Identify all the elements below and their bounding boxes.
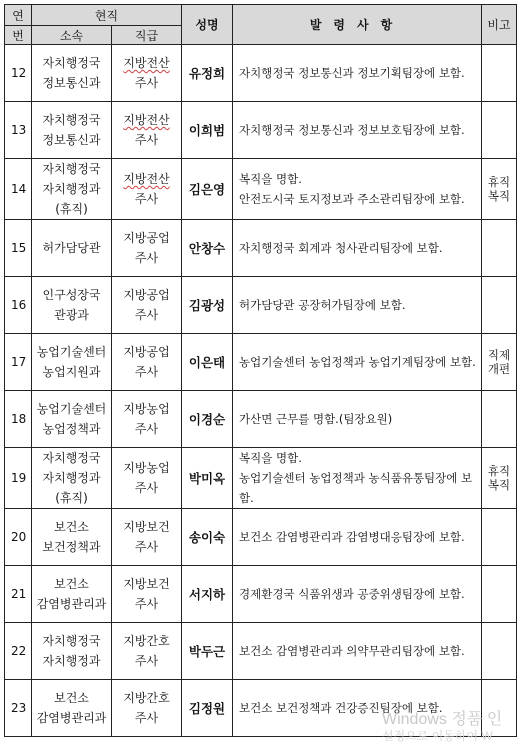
order-cell	[233, 566, 482, 623]
affiliation-cell-line: 자치행정과	[42, 471, 101, 485]
order-cell-line: 농업기술센터 농업정책과 농업기계팀장에 보함.	[239, 355, 476, 369]
affiliation-cell-line: 감염병관리과	[36, 711, 107, 725]
rank-cell	[112, 509, 182, 566]
rank-cell-line: 지방농업	[123, 461, 170, 475]
row-number: 12	[5, 45, 32, 102]
order-cell-line: 복직을 명함.	[239, 172, 302, 186]
col-header-name: 성명	[182, 5, 233, 45]
table-row	[5, 45, 517, 102]
table-row	[5, 623, 517, 680]
affiliation-cell	[32, 448, 112, 509]
remark-cell	[482, 623, 517, 680]
affiliation-cell	[32, 391, 112, 448]
row-number: 19	[5, 448, 32, 509]
table-row	[5, 566, 517, 623]
order-cell-line: 보건소 보건정책과 건강증진팀장에 보함.	[239, 701, 443, 715]
name-cell: 김정원	[182, 680, 233, 737]
affiliation-cell	[32, 623, 112, 680]
order-cell	[233, 509, 482, 566]
affiliation-cell-line: 정보통신과	[42, 133, 101, 147]
order-cell-line: 자치행정국 회계과 청사관리팀장에 보함.	[239, 241, 443, 255]
affiliation-cell	[32, 159, 112, 220]
rank-cell-line: 지방간호	[123, 634, 170, 648]
affiliation-cell	[32, 566, 112, 623]
row-number: 21	[5, 566, 32, 623]
affiliation-cell-line: 농업정책과	[42, 422, 101, 436]
rank-cell-line: 주사	[134, 192, 159, 206]
name-cell: 김은영	[182, 159, 233, 220]
remark-cell	[482, 448, 517, 509]
affiliation-cell-line: 정보통신과	[42, 76, 101, 90]
row-number: 20	[5, 509, 32, 566]
rank-cell-line: 주사	[134, 251, 159, 265]
name-cell: 서지하	[182, 566, 233, 623]
rank-cell-line: 주사	[134, 133, 159, 147]
table-row	[5, 448, 517, 509]
affiliation-cell	[32, 680, 112, 737]
order-cell	[233, 45, 482, 102]
table-row	[5, 509, 517, 566]
rank-cell	[112, 566, 182, 623]
table-row	[5, 391, 517, 448]
rank-cell	[112, 391, 182, 448]
name-cell: 유정희	[182, 45, 233, 102]
row-number: 22	[5, 623, 32, 680]
windows-activation-watermark-subtext: 설정으로 이동하여 W	[382, 729, 493, 743]
affiliation-cell	[32, 45, 112, 102]
col-header-no-top: 연	[5, 5, 32, 26]
rank-cell	[112, 159, 182, 220]
row-number: 14	[5, 159, 32, 220]
rank-cell	[112, 220, 182, 277]
order-cell-line: 보건소 감염병관리과 의약무관리팀장에 보함.	[239, 644, 465, 658]
rank-cell-line: 지방공업	[123, 345, 170, 359]
col-header-rank: 직급	[112, 26, 182, 45]
remark-cell	[482, 102, 517, 159]
col-header-remarks: 비고	[482, 5, 517, 45]
affiliation-cell-line: 인구성장국	[42, 288, 101, 302]
name-cell: 송이숙	[182, 509, 233, 566]
affiliation-cell-line: 보건소	[54, 577, 89, 591]
order-cell	[233, 277, 482, 334]
rank-cell-line: 주사	[134, 76, 159, 90]
remark-cell	[482, 334, 517, 391]
name-cell: 안창수	[182, 220, 233, 277]
affiliation-cell-line: 보건소	[54, 691, 89, 705]
affiliation-cell	[32, 334, 112, 391]
affiliation-cell-line: 농업기술센터	[36, 345, 107, 359]
affiliation-cell-line: 자치행정국	[42, 56, 101, 70]
affiliation-cell	[32, 509, 112, 566]
rank-cell-line: 주사	[134, 540, 159, 554]
windows-activation-watermark: Windows 정품 인	[382, 711, 503, 728]
order-cell	[233, 220, 482, 277]
row-number: 18	[5, 391, 32, 448]
name-cell: 이경순	[182, 391, 233, 448]
name-cell: 김광성	[182, 277, 233, 334]
name-cell: 박미옥	[182, 448, 233, 509]
rank-cell-line: 지방간호	[123, 691, 170, 705]
row-number: 23	[5, 680, 32, 737]
order-cell-line: 보건소 감염병관리과 감염병대응팀장에 보함.	[239, 530, 465, 544]
affiliation-cell-line: 보건정책과	[42, 540, 101, 554]
remark-cell-line: 휴직	[487, 175, 511, 189]
personnel-order-table	[4, 4, 517, 737]
remark-cell	[482, 220, 517, 277]
order-cell-line: 자치행정국 정보통신과 정보보호팀장에 보함.	[239, 123, 465, 137]
rank-cell-line: 지방공업	[123, 288, 170, 302]
affiliation-cell	[32, 102, 112, 159]
affiliation-cell-line: 자치행정국	[42, 634, 101, 648]
table-row	[5, 159, 517, 220]
order-cell	[233, 334, 482, 391]
rank-cell	[112, 334, 182, 391]
affiliation-cell-line: 농업기술센터	[36, 402, 107, 416]
order-cell-line: 허가담당관 공장허가팀장에 보함.	[239, 298, 406, 312]
col-header-affiliation: 소속	[32, 26, 112, 45]
order-cell-line: 자치행정국 정보통신과 정보기획팀장에 보함.	[239, 66, 465, 80]
order-cell-line: 복직을 명함.	[239, 451, 302, 465]
name-cell: 박두근	[182, 623, 233, 680]
row-number: 15	[5, 220, 32, 277]
remark-cell-line: 휴직	[487, 464, 511, 478]
rank-cell-line: 지방전산	[123, 113, 170, 127]
rank-cell	[112, 680, 182, 737]
rank-cell-line: 지방보건	[123, 577, 170, 591]
remark-cell-line: 복직	[487, 189, 511, 203]
table-row	[5, 102, 517, 159]
remark-cell	[482, 45, 517, 102]
affiliation-cell-line: 자치행정국	[42, 113, 101, 127]
col-header-current: 현직	[32, 5, 182, 26]
name-cell: 이희범	[182, 102, 233, 159]
table-row	[5, 220, 517, 277]
table-body	[5, 45, 517, 737]
order-cell	[233, 391, 482, 448]
affiliation-cell-line: 관광과	[54, 308, 89, 322]
rank-cell-line: 지방전산	[123, 172, 170, 186]
table-row	[5, 277, 517, 334]
affiliation-cell-line: 보건소	[54, 520, 89, 534]
affiliation-cell-line: (휴직)	[55, 202, 88, 216]
rank-cell-line: 주사	[134, 422, 159, 436]
rank-cell	[112, 448, 182, 509]
table-row	[5, 334, 517, 391]
remark-cell-line: 개편	[487, 362, 511, 376]
remark-cell	[482, 391, 517, 448]
remark-cell-line: 복직	[487, 478, 511, 492]
remark-cell	[482, 566, 517, 623]
rank-cell-line: 주사	[134, 597, 159, 611]
affiliation-cell-line: 허가담당관	[42, 241, 101, 255]
rank-cell	[112, 277, 182, 334]
rank-cell-line: 지방전산	[123, 56, 170, 70]
col-header-order: 발령사항	[233, 5, 482, 45]
rank-cell-line: 지방공업	[123, 231, 170, 245]
order-cell	[233, 448, 482, 509]
remark-cell	[482, 159, 517, 220]
affiliation-cell	[32, 277, 112, 334]
rank-cell-line: 주사	[134, 365, 159, 379]
rank-cell-line: 지방보건	[123, 520, 170, 534]
name-cell: 이은태	[182, 334, 233, 391]
rank-cell	[112, 102, 182, 159]
order-cell	[233, 623, 482, 680]
rank-cell	[112, 623, 182, 680]
col-header-no-bottom: 번	[5, 26, 32, 45]
affiliation-cell-line: (휴직)	[55, 491, 88, 505]
row-number: 17	[5, 334, 32, 391]
order-cell	[233, 102, 482, 159]
order-cell	[233, 159, 482, 220]
affiliation-cell-line: 자치행정과	[42, 182, 101, 196]
affiliation-cell	[32, 220, 112, 277]
affiliation-cell-line: 자치행정국	[42, 451, 101, 465]
order-cell-line: 경제환경국 식품위생과 공중위생팀장에 보함.	[239, 587, 465, 601]
order-cell-line: 가산면 근무를 명함.(팀장요원)	[239, 412, 393, 426]
remark-cell-line: 직제	[487, 348, 511, 362]
affiliation-cell-line: 농업지원과	[42, 365, 101, 379]
order-cell-line: 농업기술센터 농업정책과 농식품유통팀장에 보함.	[239, 471, 473, 505]
remark-cell	[482, 509, 517, 566]
row-number: 13	[5, 102, 32, 159]
rank-cell-line: 주사	[134, 654, 159, 668]
rank-cell-line: 주사	[134, 481, 159, 495]
row-number: 16	[5, 277, 32, 334]
affiliation-cell-line: 자치행정국	[42, 162, 101, 176]
rank-cell-line: 지방농업	[123, 402, 170, 416]
rank-cell-line: 주사	[134, 308, 159, 322]
affiliation-cell-line: 감염병관리과	[36, 597, 107, 611]
rank-cell-line: 주사	[134, 711, 159, 725]
order-cell-line: 안전도시국 토지정보과 주소관리팀장에 보함.	[239, 192, 465, 206]
rank-cell	[112, 45, 182, 102]
affiliation-cell-line: 자치행정과	[42, 654, 101, 668]
remark-cell	[482, 277, 517, 334]
